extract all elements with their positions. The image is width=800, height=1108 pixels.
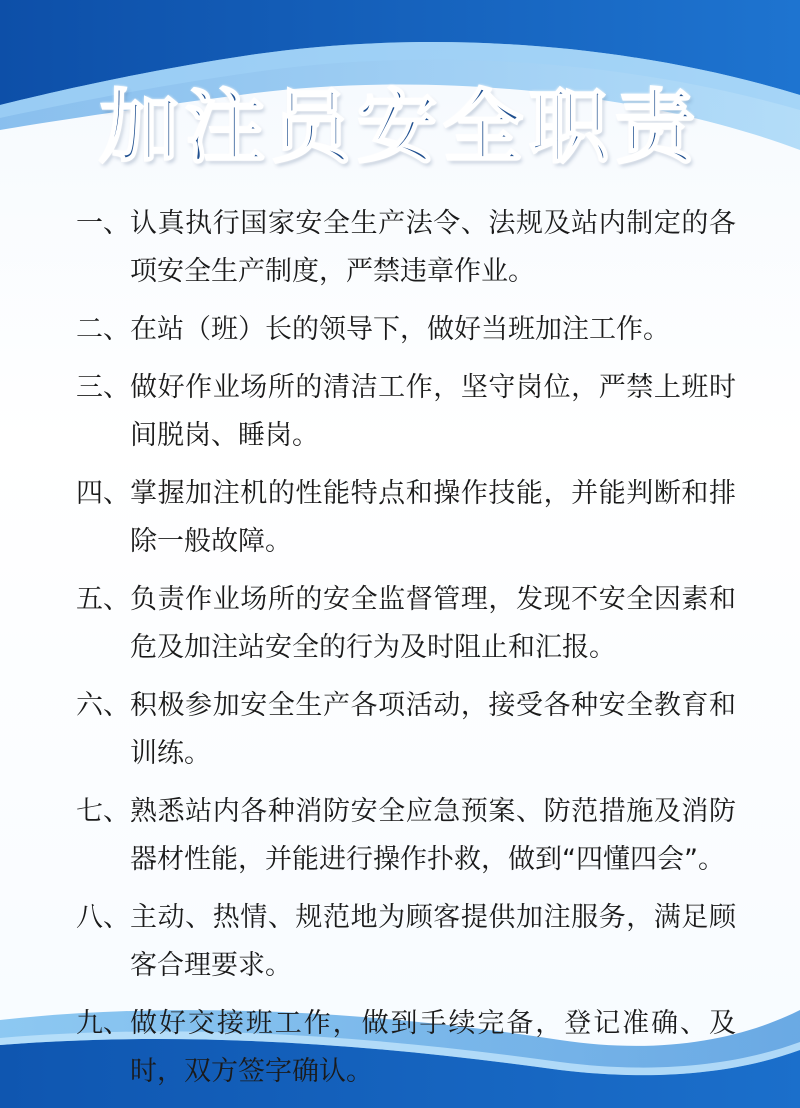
duty-list bbox=[76, 200, 736, 1106]
item-text: 负责作业场所的安全监督管理，发现不安全因素和危及加注站安全的行为及时阻止和汇报。 bbox=[130, 584, 736, 663]
item-number: 四、 bbox=[76, 478, 130, 509]
item-number: 六、 bbox=[76, 690, 130, 721]
list-item bbox=[76, 306, 736, 354]
list-item bbox=[76, 364, 736, 460]
item-number: 九、 bbox=[76, 1008, 130, 1039]
item-text: 积极参加安全生产各项活动，接受各种安全教育和训练。 bbox=[130, 690, 736, 769]
item-number: 五、 bbox=[76, 584, 130, 615]
item-number: 八、 bbox=[76, 902, 130, 933]
list-item bbox=[76, 576, 736, 672]
item-text: 做好交接班工作，做到手续完备，登记准确、及时，双方签字确认。 bbox=[130, 1008, 736, 1087]
item-text: 认真执行国家安全生产法令、法规及站内制定的各项安全生产制度，严禁违章作业。 bbox=[130, 208, 736, 287]
item-text: 在站（班）长的领导下，做好当班加注工作。 bbox=[130, 314, 670, 345]
item-number: 一、 bbox=[76, 208, 130, 239]
item-number: 七、 bbox=[76, 796, 130, 827]
item-number: 三、 bbox=[76, 372, 130, 403]
list-item bbox=[76, 788, 736, 884]
item-text: 做好作业场所的清洁工作，坚守岗位，严禁上班时间脱岗、睡岗。 bbox=[130, 372, 736, 451]
list-item bbox=[76, 470, 736, 566]
list-item bbox=[76, 200, 736, 296]
list-item bbox=[76, 1000, 736, 1096]
item-text: 主动、热情、规范地为顾客提供加注服务，满足顾客合理要求。 bbox=[130, 902, 736, 981]
list-item bbox=[76, 894, 736, 990]
item-number: 二、 bbox=[76, 314, 130, 345]
page-title: 加注员安全职责 bbox=[99, 81, 701, 174]
list-item bbox=[76, 682, 736, 778]
item-text: 熟悉站内各种消防安全应急预案、防范措施及消防器材性能，并能进行操作扑救，做到“四懂四会”。 bbox=[130, 796, 736, 875]
item-text: 掌握加注机的性能特点和操作技能，并能判断和排除一般故障。 bbox=[130, 478, 736, 557]
